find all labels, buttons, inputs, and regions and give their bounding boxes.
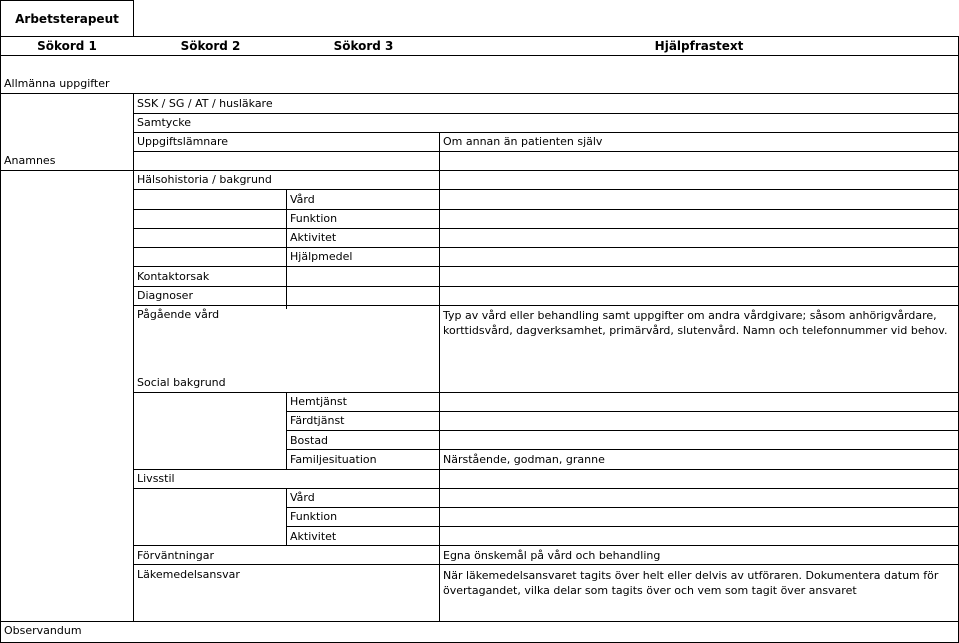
grid-line [133,488,959,489]
row-halsohistoria-hjalpmedel: Hjälpmedel [290,250,353,263]
row-kontaktorsak: Kontaktorsak [137,270,210,283]
grid-line [286,526,959,527]
row-forvantningar: Förväntningar [137,549,214,562]
row-social-bakgrund: Social bakgrund [137,376,226,389]
row-halsohistoria-aktivitet: Aktivitet [290,231,337,244]
page-title: Arbetsterapeut [15,12,119,26]
grid-line [133,132,959,133]
row-pagaende-vard: Pågående vård [137,308,220,321]
grid-line [133,266,959,267]
row-social-bostad: Bostad [290,434,329,447]
grid-line [133,113,959,114]
help-pagaende-vard: Typ av vård eller behandling samt uppgifter om andra vårdgivare; såsom anhörigvårdare, korttidsvård, dagverksamhet, primärvård, slutenvård. Namn och telefonnummer vid behov. [443,309,948,337]
header-sokord-2: Sökord 2 [180,39,241,53]
grid-line [0,36,959,37]
grid-line [0,55,959,56]
grid-line [133,228,959,229]
grid-line [133,151,959,152]
grid-line [286,449,959,450]
help-uppgiftslamnare: Om annan än patienten själv [443,135,603,148]
row-lakemedelsansvar: Läkemedelsansvar [137,568,240,581]
grid-line [286,189,287,309]
grid-line [286,488,287,546]
row-samtycke: Samtycke [137,116,192,129]
grid-line [133,247,959,248]
grid-line [286,507,959,508]
grid-line [0,0,134,1]
row-livsstil-vard: Vård [290,491,315,504]
grid-line [133,286,959,287]
row-halsohistoria: Hälsohistoria / bakgrund [137,173,272,186]
grid-line [0,621,959,622]
grid-line [133,545,959,546]
help-forvantningar: Egna önskemål på vård och behandling [443,549,661,562]
row-social-fardtjanst: Färdtjänst [290,414,345,427]
grid-line [133,469,959,470]
header-sokord-3: Sökord 3 [333,39,394,53]
grid-line [133,209,959,210]
grid-line [133,93,134,622]
grid-line [0,170,959,171]
row-allmanna-uppgifter: Allmänna uppgifter [4,77,110,90]
row-livsstil: Livsstil [137,472,175,485]
grid-line [133,305,959,306]
row-social-hemtjanst: Hemtjänst [290,395,347,408]
grid-line [133,189,959,190]
grid-line [439,132,440,622]
row-observandum: Observandum [4,624,82,637]
row-halsohistoria-funktion: Funktion [290,212,338,225]
header-hjalpfrastext: Hjälpfrastext [654,39,744,53]
grid-line [286,411,959,412]
row-halsohistoria-vard: Vård [290,193,315,206]
row-ssk: SSK / SG / AT / husläkare [137,97,273,110]
row-diagnoser: Diagnoser [137,289,193,302]
row-livsstil-funktion: Funktion [290,510,338,523]
grid-line [286,430,959,431]
row-livsstil-aktivitet: Aktivitet [290,530,337,543]
row-uppgiftslamnare: Uppgiftslämnare [137,135,229,148]
help-lakemedelsansvar: När läkemedelsansvaret tagits över helt eller delvis av utföraren. Dokumentera datum för övertagandet, vilka delar som tagits över och vem som tagit över ansvaret [443,569,939,597]
grid-line [133,392,959,393]
row-social-familjesituation: Familjesituation [290,453,377,466]
header-sokord-1: Sökord 1 [37,39,97,53]
row-anamnes: Anamnes [4,154,56,167]
grid-line [133,564,959,565]
help-familjesituation: Närstående, godman, granne [443,453,605,466]
grid-line [0,0,1,643]
grid-line [0,93,959,94]
